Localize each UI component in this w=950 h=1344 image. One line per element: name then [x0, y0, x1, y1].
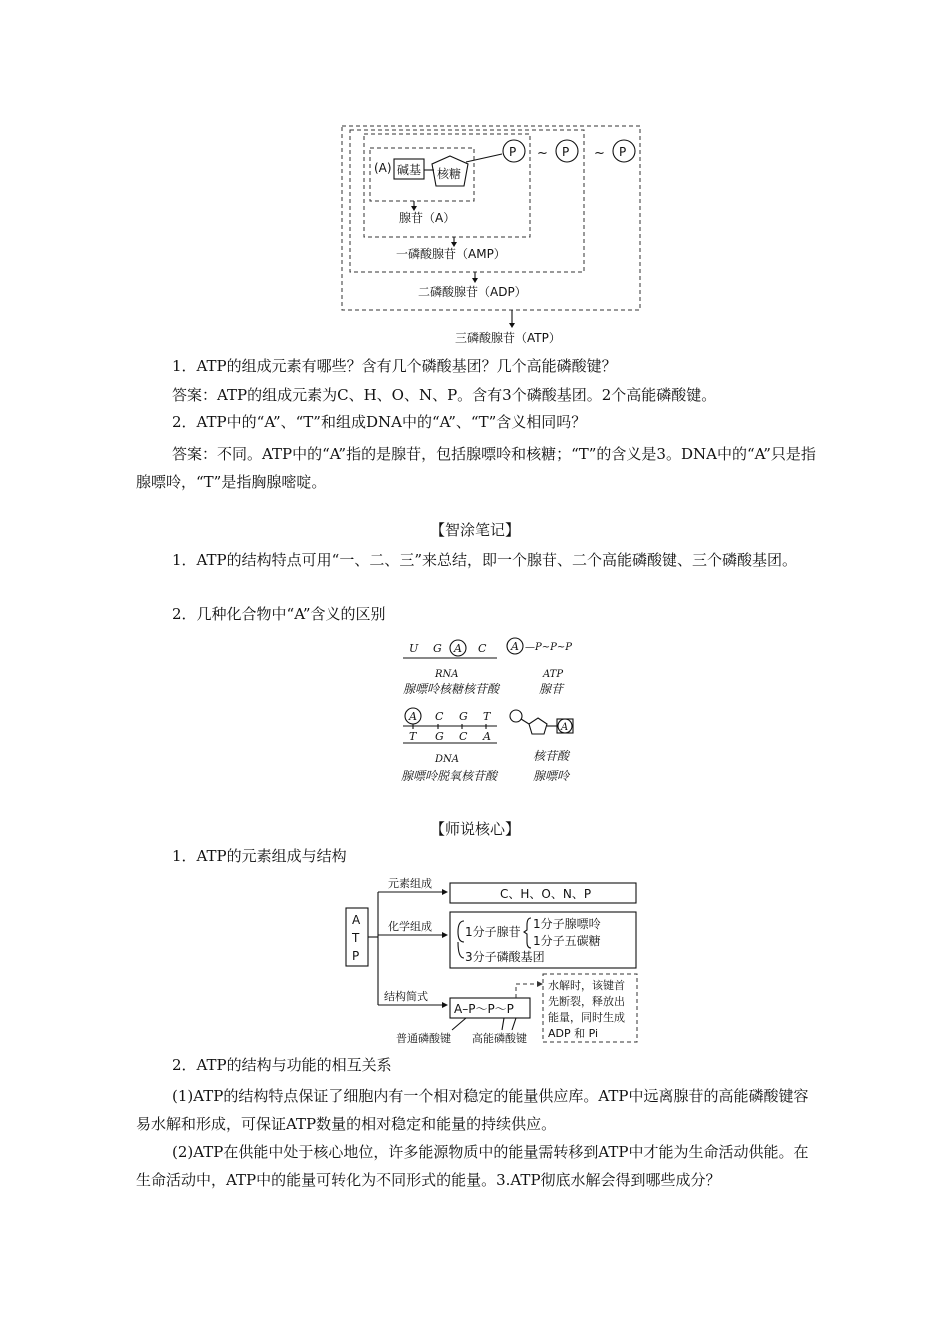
- answer-1: 答案：ATP的组成元素为C、H、O、N、P。含有3个磷酸基团。2个高能磷酸键。: [172, 386, 717, 404]
- chem-label: 化学组成: [388, 920, 432, 933]
- dna-label: DNA: [435, 754, 459, 765]
- struct-label: 结构简式: [384, 990, 428, 1003]
- chem-adenosine: 1分子腺苷: [465, 925, 521, 939]
- dna-bottom-1: T: [409, 730, 417, 743]
- a-meaning-diagram: [395, 632, 595, 792]
- hydrolysis-line-3: 能量，同时生成: [548, 1011, 625, 1024]
- amp-label: 一磷酸腺苷（AMP）: [396, 247, 506, 261]
- dna-top-2: C: [435, 710, 444, 723]
- relation-p1: (1)ATP的结构特点保证了细胞内有一个相对稳定的能量供应库。ATP中远离腺苷的高能磷酸键容易水解和形成，可保证ATP数量的相对稳定和能量的持续供应。: [136, 1087, 809, 1133]
- normal-bond-label: 普通磷酸键: [396, 1032, 451, 1045]
- hydrolysis-line-1: 水解时，该键首: [548, 979, 625, 992]
- atp-chain: —P~P~P: [525, 642, 572, 653]
- adenosine-label: 腺苷（A）: [399, 211, 456, 225]
- rna-base-3: A: [454, 642, 462, 655]
- atp-a: A: [511, 640, 519, 653]
- nt-sugar-icon: [529, 718, 547, 734]
- dna-bottom-2: G: [435, 730, 444, 743]
- relation-heading: 2．ATP的结构与功能的相互关系: [172, 1056, 392, 1074]
- phosphate-2: P: [562, 145, 570, 159]
- core-heading: 【师说核心】: [429, 820, 520, 838]
- atp-composition-diagram: [340, 872, 650, 1052]
- hydrolysis-line-2: 先断裂，释放出: [548, 995, 625, 1008]
- nt-label: 核苷酸: [533, 749, 570, 763]
- dna-top-1: A: [409, 710, 417, 723]
- a-label: (A): [374, 161, 392, 175]
- question-2: 2．ATP中的“A”、“T”和组成DNA中的“A”、“T”含义相同吗？: [172, 413, 587, 431]
- atp-desc: 腺苷: [539, 682, 564, 696]
- answer-2: 答案：不同。ATP中的“A”指的是腺苷，包括腺嘌呤和核糖；“T”的含义是3。DNA中的“A”只是指腺嘌呤，“T”是指胸腺嘧啶。: [136, 445, 816, 491]
- nt-a: A: [561, 722, 569, 733]
- ribose-label: 核糖: [437, 167, 462, 181]
- tilde-2: ~: [594, 146, 605, 161]
- adp-label: 二磷酸腺苷（ADP）: [418, 285, 527, 299]
- dna-bottom-4: A: [483, 730, 491, 743]
- atp-letter-p: P: [352, 949, 360, 963]
- rna-base-1: U: [409, 642, 419, 655]
- rna-desc: 腺嘌呤核糖核苷酸: [403, 682, 500, 696]
- dna-desc: 腺嘌呤脱氧核苷酸: [401, 769, 498, 783]
- hydrolysis-line-4: ADP 和 Pi: [548, 1027, 599, 1040]
- high-bond-label: 高能磷酸键: [472, 1032, 527, 1045]
- atp-letter-a: A: [352, 913, 361, 927]
- dna-top-4: T: [483, 710, 491, 723]
- relation-p2: (2)ATP在供能中处于核心地位，许多能源物质中的能量需转移到ATP中才能为生命活动供能。在生命活动中，ATP中的能量可转化为不同形式的能量。3.ATP彻底水解会得到哪些成分？: [136, 1143, 809, 1189]
- rna-base-2: G: [433, 642, 442, 655]
- question-1: 1．ATP的组成元素有哪些？含有几个磷酸基团？几个高能磷酸键？: [172, 357, 617, 375]
- dna-top-3: G: [459, 710, 468, 723]
- elem-label: 元素组成: [388, 877, 432, 890]
- atp-small-label: ATP: [543, 669, 564, 680]
- rna-base-4: C: [478, 642, 487, 655]
- formula: A–P～P～P: [454, 1002, 514, 1016]
- notes-heading: 【智涂笔记】: [429, 521, 520, 539]
- nt-phosphate-icon: [510, 710, 522, 722]
- tilde-1: ~: [537, 146, 548, 161]
- phosphate-3: P: [619, 145, 627, 159]
- rna-label: RNA: [435, 669, 459, 680]
- elem-value: C、H、O、N、P: [500, 887, 592, 901]
- note-2: 2．几种化合物中“A”含义的区别: [172, 605, 386, 623]
- nt-desc: 腺嘌呤: [533, 769, 570, 783]
- core-section-1: 1．ATP的元素组成与结构: [172, 847, 347, 865]
- phosphate-1: P: [509, 145, 517, 159]
- atp-letter-t: T: [352, 931, 360, 945]
- note-1: 1．ATP的结构特点可用“一、二、三”来总结，即一个腺苷、二个高能磷酸键、三个磷酸基团。: [172, 551, 797, 569]
- base-label: 碱基: [397, 163, 422, 177]
- atp-label: 三磷酸腺苷（ATP）: [455, 331, 561, 345]
- chem-phosphate: 3分子磷酸基团: [465, 950, 545, 964]
- dna-bottom-3: C: [459, 730, 468, 743]
- chem-ribose: 1分子五碳糖: [533, 934, 601, 948]
- chem-adenine: 1分子腺嘌呤: [533, 917, 601, 931]
- atp-structure-diagram: [330, 120, 650, 350]
